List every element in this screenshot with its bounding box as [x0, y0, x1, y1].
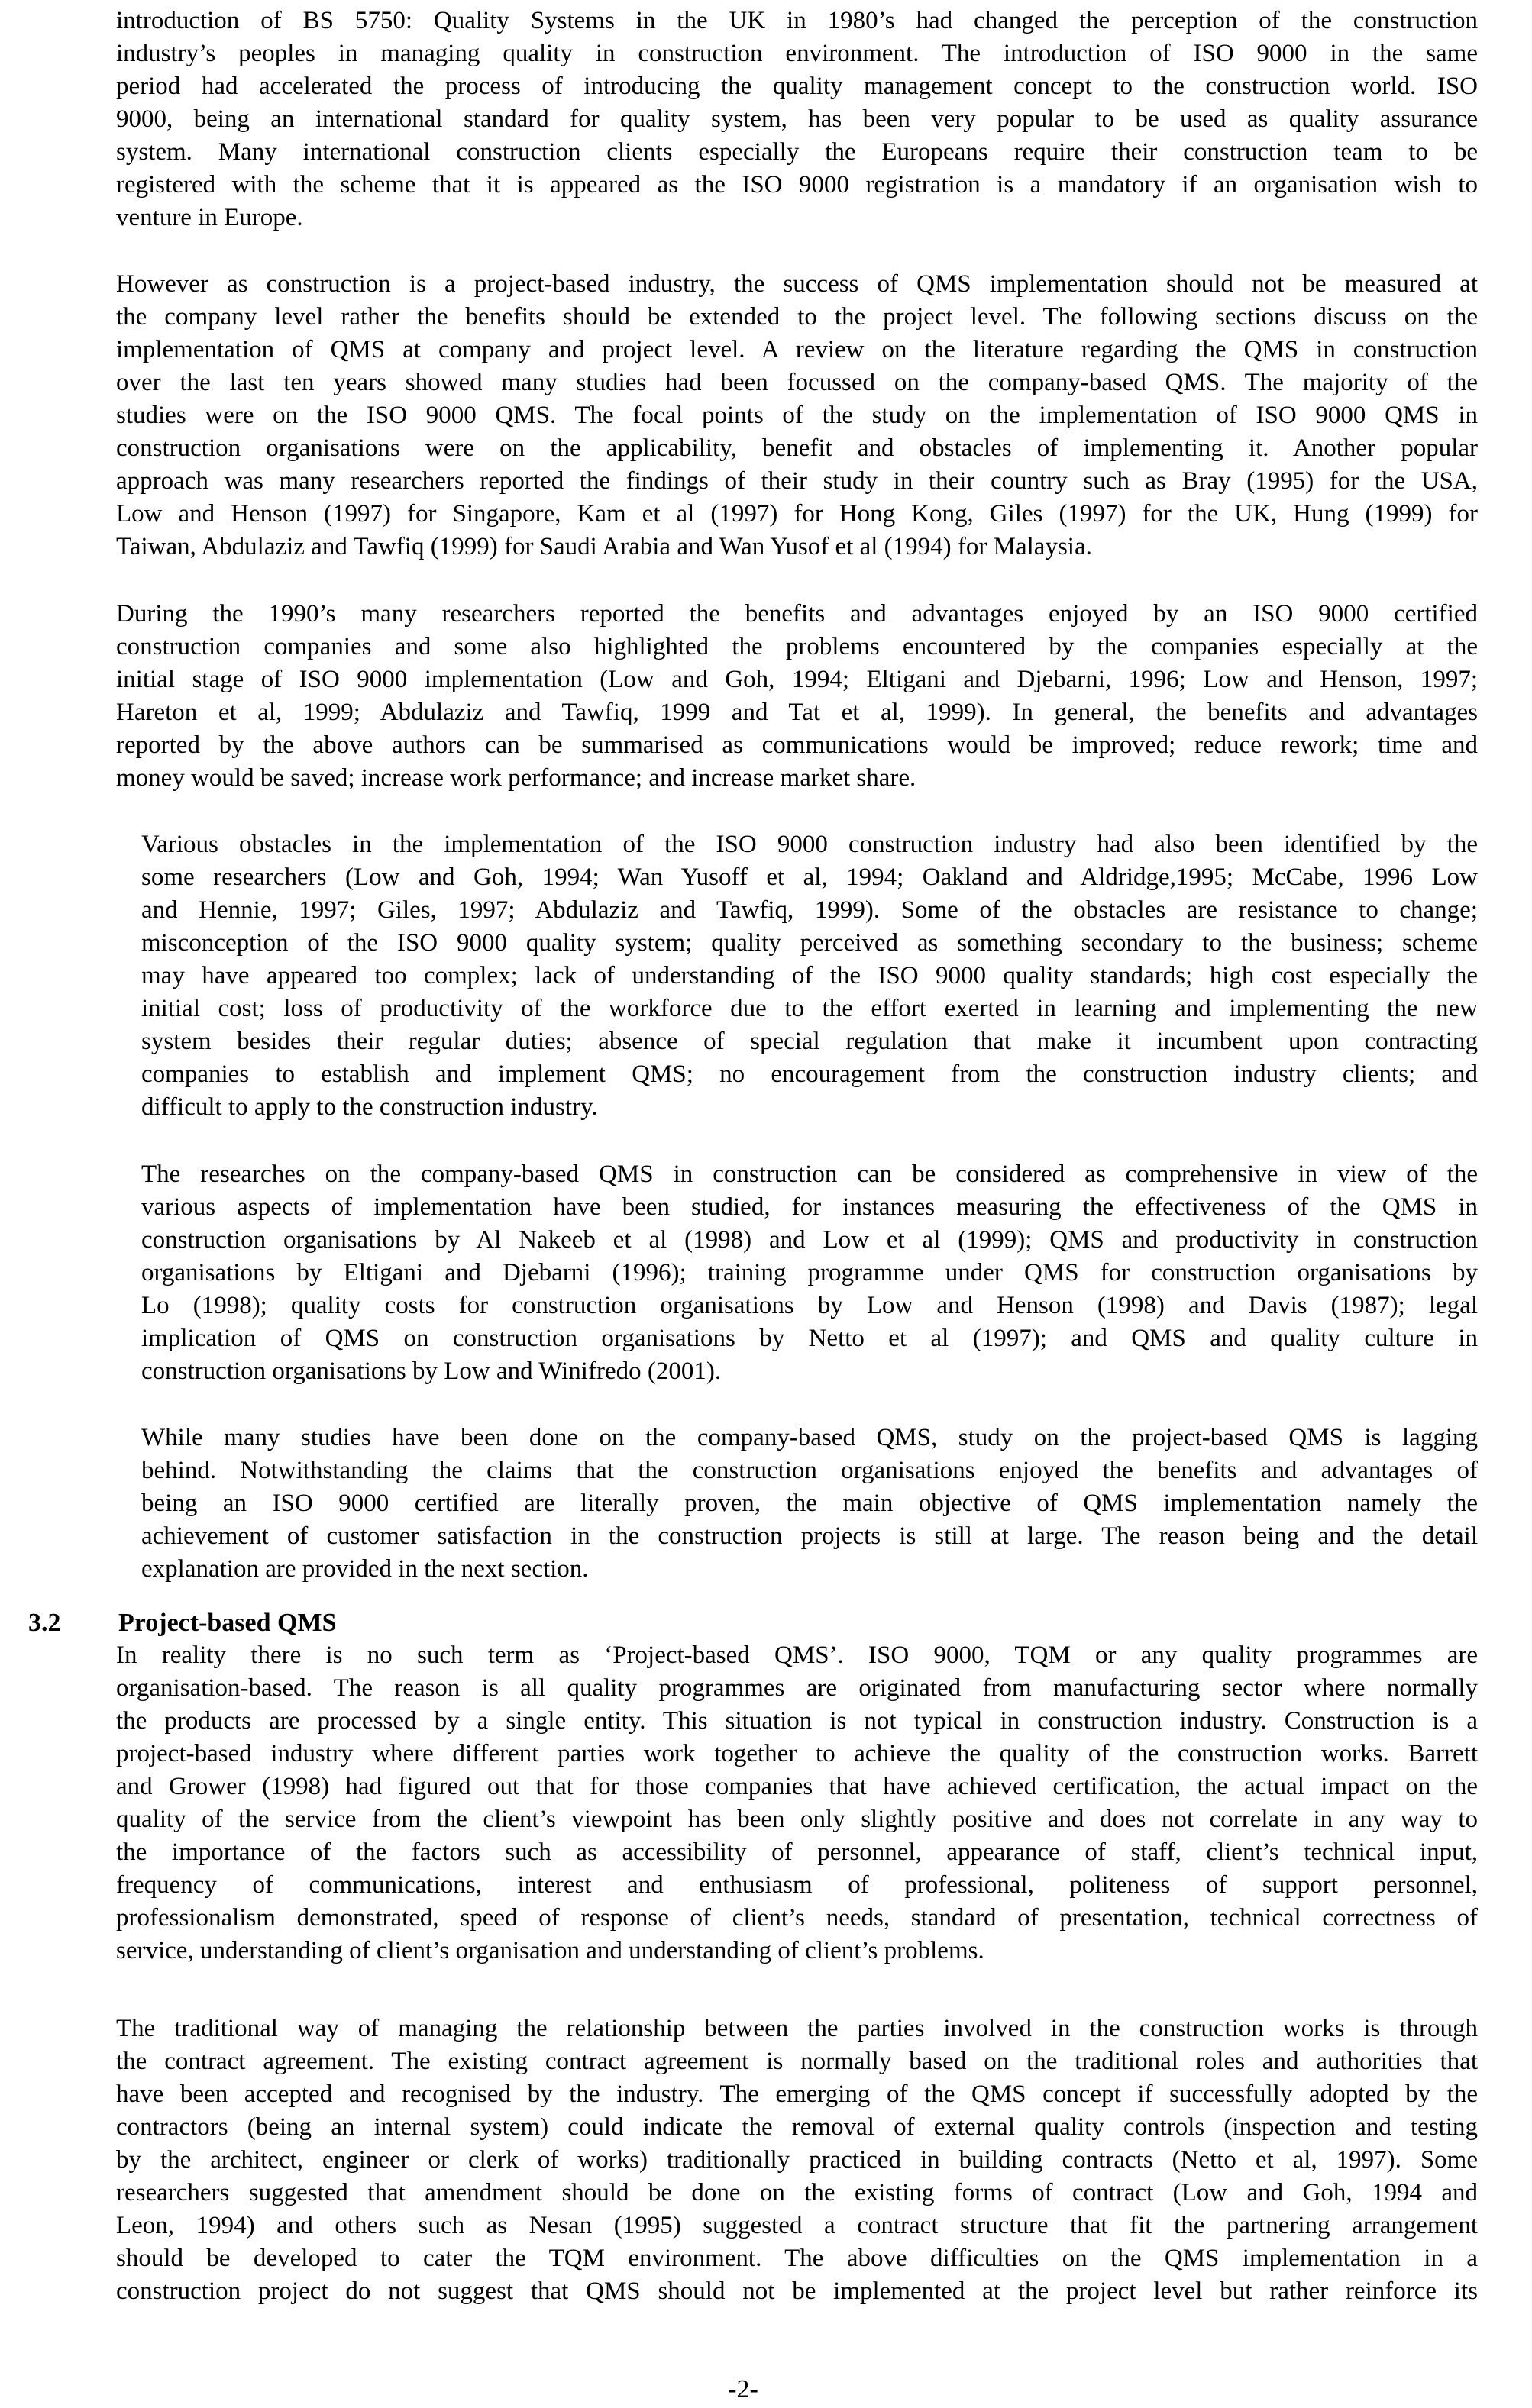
- text-line: In reality there is no such term as ‘Project-based QMS’. ISO 9000, TQM or any quality programmes are: [116, 1641, 1478, 1669]
- text-line: companies to establish and implement QMS; no encouragement from the construction industry clients; and: [141, 1060, 1478, 1088]
- text-line: may have appeared too complex; lack of understanding of the ISO 9000 quality standards; high cost especially the: [141, 962, 1478, 989]
- text-line: venture in Europe.: [116, 204, 303, 231]
- text-line: organisation-based. The reason is all quality programmes are originated from manufacturing sector where normally: [116, 1674, 1478, 1702]
- text-line: organisations by Eltigani and Djebarni (1996); training programme under QMS for construction organisations by: [141, 1259, 1478, 1286]
- text-line: project-based industry where different parties work together to achieve the quality of the construction works. Barrett: [116, 1740, 1478, 1767]
- text-line: Taiwan, Abdulaziz and Tawfiq (1999) for Saudi Arabia and Wan Yusof et al (1994) for Malaysia.: [116, 533, 1092, 560]
- text-line: The traditional way of managing the relationship between the parties involved in the construction works is through: [116, 2015, 1478, 2042]
- text-line: Hareton et al, 1999; Abdulaziz and Tawfiq, 1999 and Tat et al, 1999). In general, the benefits and advantages: [116, 699, 1478, 726]
- text-line: implementation of QMS at company and project level. A review on the literature regarding the QMS in construction: [116, 336, 1478, 363]
- text-line: difficult to apply to the construction industry.: [141, 1093, 598, 1121]
- page-number: [0, 2373, 1532, 2406]
- text-line: by the architect, engineer or clerk of works) traditionally practiced in building contracts (Netto et al, 1997). Some: [116, 2146, 1478, 2174]
- text-line: registered with the scheme that it is appeared as the ISO 9000 registration is a mandatory if an organisation wish to: [116, 171, 1478, 199]
- text-line: Various obstacles in the implementation of the ISO 9000 construction industry had also been identified by the: [141, 831, 1478, 858]
- text-line: the contract agreement. The existing contract agreement is normally based on the traditional roles and authorities that: [116, 2048, 1478, 2075]
- text-line: and Hennie, 1997; Giles, 1997; Abdulaziz and Tawfiq, 1999). Some of the obstacles are resistance to change;: [141, 896, 1478, 924]
- text-line: explanation are provided in the next section.: [141, 1555, 589, 1583]
- text-line: should be developed to cater the TQM environment. The above difficulties on the QMS implementation in a: [116, 2245, 1478, 2272]
- text-line: construction organisations were on the applicability, benefit and obstacles of implementing it. Another popular: [116, 434, 1478, 462]
- text-line: period had accelerated the process of introducing the quality management concept to the construction world. ISO: [116, 73, 1478, 100]
- text-line: being an ISO 9000 certified are literally proven, the main objective of QMS implementation namely the: [141, 1490, 1478, 1517]
- text-line: have been accepted and recognised by the industry. The emerging of the QMS concept if successfully adopted by the: [116, 2080, 1478, 2108]
- text-line: researchers suggested that amendment should be done on the existing forms of contract (Low and Goh, 1994 and: [116, 2179, 1478, 2206]
- text-line: quality of the service from the client’s viewpoint has been only slightly positive and does not correlate in any way to: [116, 1806, 1478, 1833]
- text-line: industry’s peoples in managing quality in construction environment. The introduction of ISO 9000 in the same: [116, 40, 1478, 67]
- text-line: During the 1990’s many researchers reported the benefits and advantages enjoyed by an ISO 9000 certified: [116, 600, 1478, 628]
- text-line: money would be saved; increase work performance; and increase market share.: [116, 764, 916, 792]
- text-line: various aspects of implementation have been studied, for instances measuring the effectiveness of the QMS in: [141, 1193, 1478, 1221]
- text-line: The researches on the company-based QMS in construction can be considered as comprehensive in view of the: [141, 1160, 1478, 1188]
- text-line: implication of QMS on construction organisations by Netto et al (1997); and QMS and quality culture in: [141, 1325, 1478, 1352]
- text-line: 9000, being an international standard for quality system, has been very popular to be used as quality assurance: [116, 105, 1478, 133]
- page-number-label: -2-: [728, 2375, 758, 2403]
- text-line: the company level rather the benefits should be extended to the project level. The following sections discuss on the: [116, 303, 1478, 331]
- text-line: construction organisations by Low and Winifredo (2001).: [141, 1357, 722, 1385]
- paragraph-project-based-lagging: [141, 1422, 1478, 1586]
- text-line: construction project do not suggest that QMS should not be implemented at the project level but rather reinforce its: [116, 2277, 1478, 2305]
- text-line: behind. Notwithstanding the claims that the construction organisations enjoyed the benefits and advantages of: [141, 1457, 1478, 1484]
- text-line: introduction of BS 5750: Quality Systems in the UK in 1980’s had changed the perception of the construction: [116, 7, 1478, 34]
- text-line: initial cost; loss of productivity of the workforce due to the effort exerted in learning and implementing the new: [141, 995, 1478, 1022]
- text-line: service, understanding of client’s organisation and understanding of client’s problems.: [116, 1937, 984, 1964]
- paragraph-obstacles: [141, 828, 1478, 1124]
- text-line: some researchers (Low and Goh, 1994; Wan Yusoff et al, 1994; Oakland and Aldridge,1995; McCabe, 1996 Low: [141, 863, 1478, 891]
- text-line: approach was many researchers reported the findings of their study in their country such as Bray (1995) for the USA,: [116, 467, 1478, 495]
- paragraph-1990s-benefits: [116, 598, 1478, 795]
- paragraph-company-based-research: [141, 1158, 1478, 1388]
- section-number: 3.2: [28, 1609, 61, 1637]
- text-line: achievement of customer satisfaction in the construction projects is still at large. The reason being and the detail: [141, 1522, 1478, 1550]
- text-line: professionalism demonstrated, speed of response of client’s needs, standard of presentation, technical correctness of: [116, 1904, 1478, 1932]
- text-line: While many studies have been done on the company-based QMS, study on the project-based QMS is lagging: [141, 1424, 1478, 1451]
- section-title: Project-based QMS: [118, 1609, 337, 1637]
- text-line: and Grower (1998) had figured out that for those companies that have achieved certification, the actual impact on the: [116, 1773, 1478, 1800]
- text-line: the products are processed by a single entity. This situation is not typical in construction industry. Construction is a: [116, 1707, 1478, 1735]
- paragraph-project-based-reality: [116, 1639, 1478, 1967]
- paragraph-project-based-industry: [116, 268, 1478, 563]
- text-line: However as construction is a project-based industry, the success of QMS implementation should not be measured at: [116, 270, 1478, 298]
- text-line: Low and Henson (1997) for Singapore, Kam et al (1997) for Hong Kong, Giles (1997) for the UK, Hung (1999) for: [116, 500, 1478, 528]
- text-line: system besides their regular duties; absence of special regulation that make it incumbent upon contracting: [141, 1028, 1478, 1055]
- text-line: construction organisations by Al Nakeeb et al (1998) and Low et al (1999); QMS and productivity in construction: [141, 1226, 1478, 1254]
- text-line: Lo (1998); quality costs for construction organisations by Low and Henson (1998) and Davis (1987); legal: [141, 1292, 1478, 1319]
- text-line: the importance of the factors such as accessibility of personnel, appearance of staff, client’s technical input,: [116, 1838, 1478, 1866]
- text-line: Leon, 1994) and others such as Nesan (1995) suggested a contract structure that fit the partnering arrangement: [116, 2212, 1478, 2239]
- text-line: over the last ten years showed many studies had been focussed on the company-based QMS. The majority of the: [116, 369, 1478, 396]
- text-line: system. Many international construction clients especially the Europeans require their construction team to be: [116, 138, 1478, 166]
- text-line: contractors (being an internal system) could indicate the removal of external quality controls (inspection and testing: [116, 2113, 1478, 2141]
- text-line: construction companies and some also highlighted the problems encountered by the companies especially at the: [116, 633, 1478, 660]
- paragraph-contract-agreement: [116, 2013, 1478, 2308]
- text-line: initial stage of ISO 9000 implementation (Low and Goh, 1994; Eltigani and Djebarni, 1996; Low and Henson, 1997;: [116, 666, 1478, 693]
- text-line: frequency of communications, interest and enthusiasm of professional, politeness of support personnel,: [116, 1871, 1478, 1899]
- text-line: reported by the above authors can be summarised as communications would be improved; reduce rework; time and: [116, 731, 1478, 759]
- text-line: misconception of the ISO 9000 quality system; quality perceived as something secondary to the business; scheme: [141, 929, 1478, 957]
- paragraph-bs5750-intro: [116, 5, 1478, 234]
- text-line: studies were on the ISO 9000 QMS. The focal points of the study on the implementation of ISO 9000 QMS in: [116, 402, 1478, 429]
